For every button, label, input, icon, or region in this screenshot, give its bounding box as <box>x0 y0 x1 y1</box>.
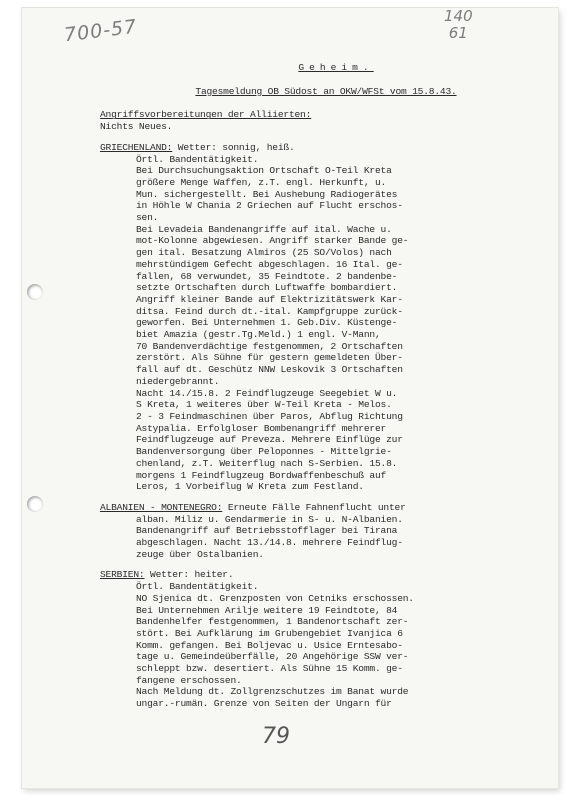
text-line: biet Amazia (gestr.Tg.Meld.) 1 engl. V-Mann, <box>136 329 381 341</box>
section-heading-line <box>100 502 512 514</box>
text-line: schleppt bzw. desertiert. Als Sühne 15 Komm. ge- <box>136 663 403 675</box>
section-greece <box>100 142 512 493</box>
report-subtitle: Tagesmeldung OB Südost an OKW/WFSt vom 15.8.43. <box>195 85 457 97</box>
section-heading-line <box>100 142 512 154</box>
text-line: größere Menge Waffen, z.T. engl. Herkunft, u. <box>136 176 387 188</box>
text-line: niedergebrannt. <box>136 375 220 387</box>
text-line: abgeschlagen. Nacht 13./14.8. mehrere Feindflug- <box>136 537 403 549</box>
text-line: Nach Meldung dt. Zollgrenzschutzes im Banat wurde <box>136 686 409 698</box>
text-line: Feindflugzeuge auf Preveza. Mehrere Einflüge zur <box>136 434 403 446</box>
text-line: NO Sjenica dt. Grenzposten von Cetniks erschossen. <box>136 592 414 604</box>
text-line: Bei Levadeia Bandenangriffe auf ital. Wache u. <box>136 223 392 235</box>
section-body <box>100 121 512 133</box>
text-line: Nichts Neues. <box>100 121 173 133</box>
text-line: fangene erschossen. <box>136 674 242 686</box>
text-line: fallen, 68 verwundet, 35 Feindtote. 2 bandenbe- <box>136 270 398 282</box>
text-line: morgens 1 Feindflugzeug Bordwaffenbeschuß auf <box>136 469 387 481</box>
text-line: Bei Durchsuchungsaktion Ortschaft O-Teil Kreta <box>136 165 392 177</box>
section-heading-line <box>100 109 512 121</box>
handwritten-page-number-line: 61 <box>448 24 468 42</box>
section-allied-preparations <box>100 109 512 132</box>
text-line: Bandenversorgung über Peloponnes - Mittelgrie- <box>136 446 392 458</box>
section-heading: SERBIEN: <box>100 569 145 581</box>
section-heading: Angriffsvorbereitungen der Alliierten: <box>100 109 312 121</box>
text-line: Bandenhelfer festgenommen, 1 Bandenortschaft zer- <box>136 616 409 628</box>
section-heading-line <box>100 569 512 581</box>
section-heading-rest: Wetter: sonnig, heiß. <box>172 141 295 153</box>
text-line: Angriff kleiner Bande auf Elektrizitätswerk Kar- <box>136 293 403 305</box>
section-heading: ALBANIEN - MONTENEGRO: <box>100 501 223 513</box>
text-line: Bei Unternehmen Arilje weitere 19 Feindtote, 84 <box>136 604 398 616</box>
text-line: 70 Bandenverdächtige festgenommen, 2 Ortschaften <box>136 340 403 352</box>
punch-hole <box>27 284 43 300</box>
handwritten-page-number-line: 140 <box>444 7 473 25</box>
text-line: Örtl. Bandentätigkeit. <box>136 581 259 593</box>
handwritten-archive-number: 700-57 <box>62 15 139 47</box>
text-line: gen ital. Besatzung Almiros (25 SO/Volos) nach <box>136 247 392 259</box>
text-line: zeuge über Ostalbanien. <box>136 548 264 560</box>
classification-title: Geheim. <box>298 62 374 73</box>
section-albania-montenegro <box>100 502 512 561</box>
text-line: tage u. Gemeindeüberfälle, 20 Angehörige SSW ver- <box>136 651 409 663</box>
text-line: in Höhle W Chania 2 Griechen auf Flucht erschos- <box>136 200 403 212</box>
text-line: fall auf dt. Geschütz NNW Leskovik 3 Ortschaften <box>136 364 403 376</box>
text-line: Bandenangriff auf Betriebsstofflager bei Tirana <box>136 525 398 537</box>
text-line: zerstört. Als Sühne für gestern gemeldeten Über- <box>136 352 403 364</box>
text-line: setzte Ortschaften durch Luftwaffe bombardiert. <box>136 282 398 294</box>
handwritten-footer-number: 79 <box>262 724 290 749</box>
section-body <box>100 581 512 710</box>
text-line: Nacht 14./15.8. 2 Feindflugzeuge Seegebiet W u. <box>136 387 398 399</box>
section-heading-rest: Erneute Fälle Fahnenflucht unter <box>222 501 406 513</box>
text-line: geworfen. Bei Unternehmen 1. Geb.Div. Küstenge- <box>136 317 398 329</box>
section-body <box>100 154 512 493</box>
text-line: chenland, z.T. Weiterflug nach S-Serbien. 15.8. <box>136 457 398 469</box>
punch-hole <box>27 496 43 512</box>
text-line: mehrstündigem Gefecht abgeschlagen. 16 Ital. ge- <box>136 258 403 270</box>
text-line: Mun. sichergestellt. Bei Aushebung Radiogerätes <box>136 188 398 200</box>
text-line: 2 - 3 Feindmaschinen über Paros, Abflug Richtung <box>136 410 403 422</box>
section-serbia <box>100 569 512 709</box>
text-line: Komm. gefangen. Bei Boljevac u. Usice Erntesabo- <box>136 639 403 651</box>
handwritten-page-number <box>444 8 473 42</box>
text-line: S Kreta, 1 weiteres über W-Teil Kreta - Melos. <box>136 399 392 411</box>
section-heading: GRIECHENLAND: <box>100 141 173 153</box>
typed-report <box>100 62 512 710</box>
text-line: sen. <box>136 212 159 224</box>
text-line: Örtl. Bandentätigkeit. <box>136 153 259 165</box>
text-line: alban. Miliz u. Gendarmerie in S- u. N-Albanien. <box>136 513 403 525</box>
text-line: ditsa. Feind durch dt.-ital. Kampfgruppe zurück- <box>136 305 403 317</box>
section-heading-rest: Wetter: heiter. <box>144 569 234 581</box>
text-line: Astypalia. Erfolgloser Bombenangriff mehrerer <box>136 422 387 434</box>
section-body <box>100 514 512 561</box>
text-line: Leros, 1 Vorbeiflug W Kreta zum Festland. <box>136 481 364 493</box>
text-line: ungar.-rumän. Grenze von Seiten der Ungarn für <box>136 698 392 710</box>
text-line: stört. Bei Aufklärung im Grubengebiet Ivanjica 6 <box>136 627 403 639</box>
text-line: mot-Kolonne abgewiesen. Angriff starker Bande ge- <box>136 235 409 247</box>
